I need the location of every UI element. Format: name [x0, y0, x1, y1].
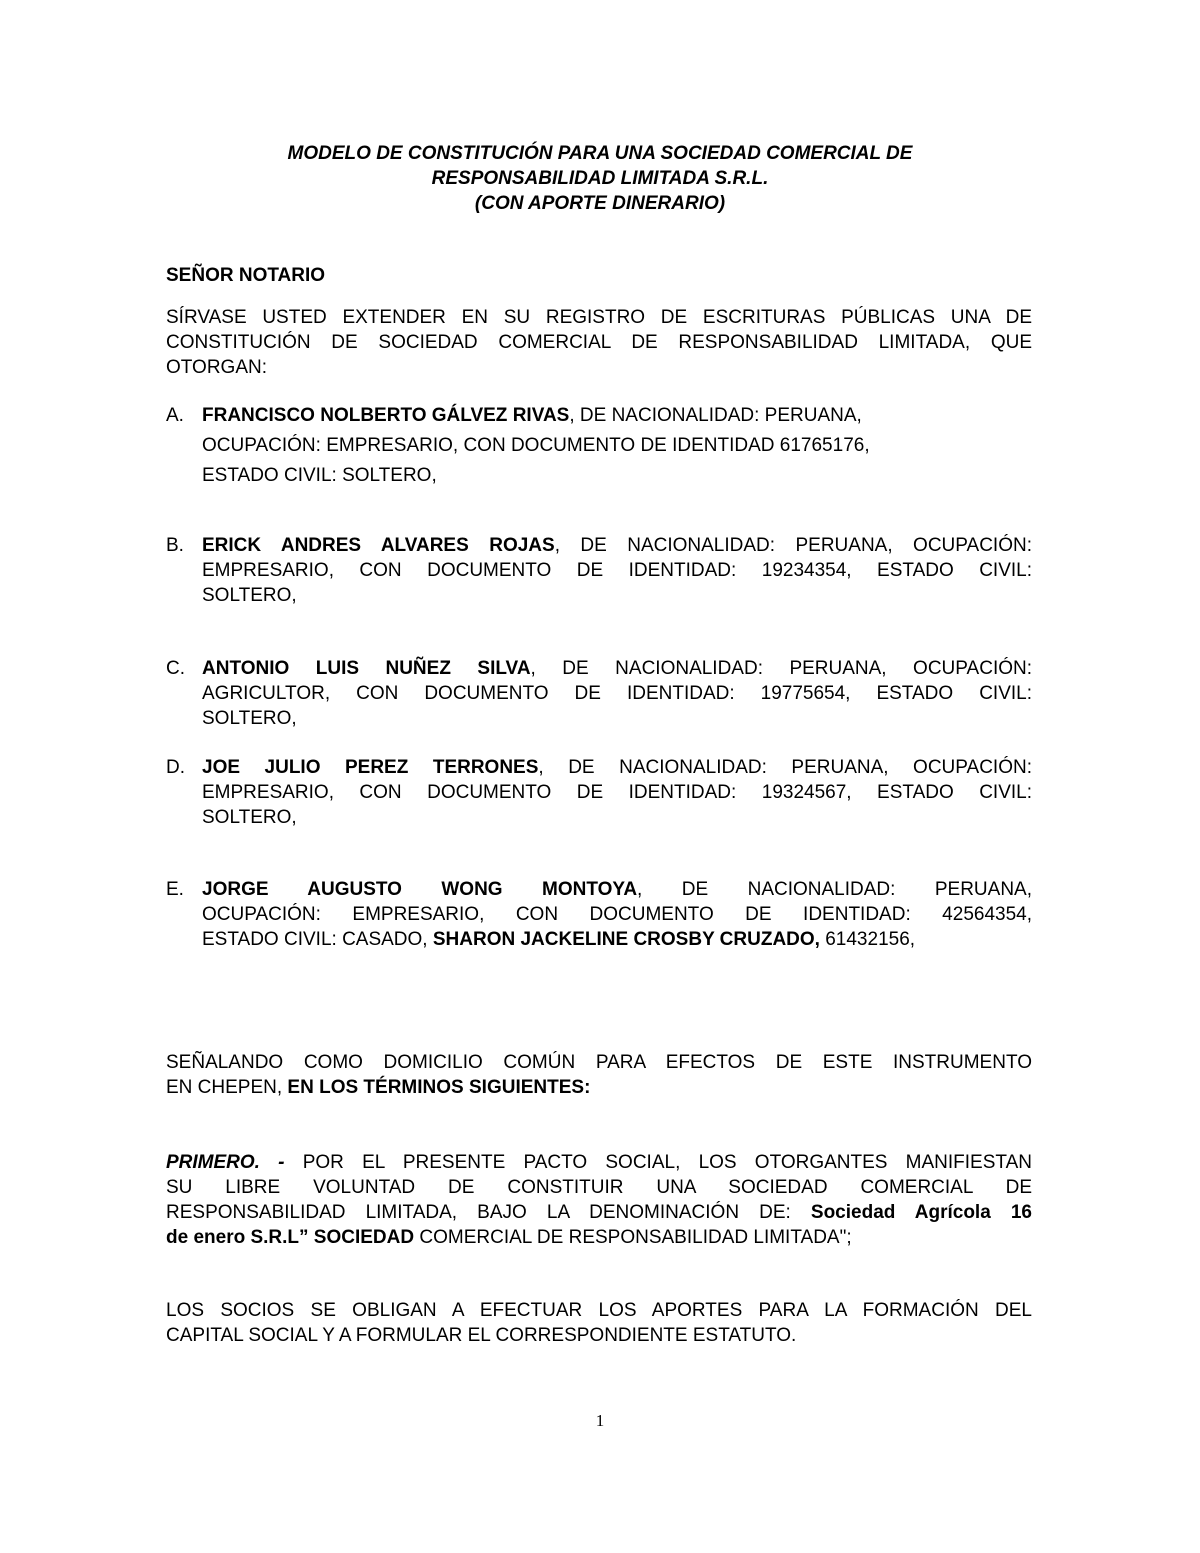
party-line-3-post: 61432156,	[819, 929, 916, 950]
party-e	[166, 877, 1032, 952]
party-letter: D.	[166, 757, 185, 778]
party-line-1: , DE NACIONALIDAD: PERUANA,	[569, 405, 862, 426]
domicile-line-2-pre: EN CHEPEN,	[166, 1077, 288, 1098]
party-line-1: , DE NACIONALIDAD: PERUANA,	[637, 879, 1032, 900]
party-letter: E.	[166, 879, 184, 900]
party-line-3: SOLTERO,	[202, 585, 297, 606]
salutation: SEÑOR NOTARIO	[166, 265, 326, 286]
primero-line-3-pre: RESPONSABILIDAD LIMITADA, BAJO LA DENOMINACIÓN DE:	[166, 1202, 811, 1223]
party-line-1: , DE NACIONALIDAD: PERUANA, OCUPACIÓN:	[538, 757, 1032, 778]
company-name-part-1: Sociedad Agrícola 16	[810, 1202, 1032, 1223]
party-letter: B.	[166, 535, 184, 556]
party-line-3: ESTADO CIVIL: SOLTERO,	[202, 465, 437, 486]
party-d	[166, 755, 1032, 830]
primero-label: PRIMERO. -	[166, 1152, 285, 1173]
primero-line-4-post: COMERCIAL DE RESPONSABILIDAD LIMITADA";	[414, 1227, 852, 1248]
party-line-1: , DE NACIONALIDAD: PERUANA, OCUPACIÓN:	[554, 535, 1032, 556]
party-letter: A.	[166, 405, 184, 426]
party-letter: C.	[166, 658, 185, 679]
title-line-2: RESPONSABILIDAD LIMITADA S.R.L.	[431, 168, 769, 189]
company-name-part-2: de enero S.R.L” SOCIEDAD	[166, 1227, 415, 1248]
intro-line-3: OTORGAN:	[166, 357, 267, 378]
party-line-2: AGRICULTOR, CON DOCUMENTO DE IDENTIDAD: 19775654, ESTADO CIVIL:	[202, 683, 1032, 704]
obligation-line-1: LOS SOCIOS SE OBLIGAN A EFECTUAR LOS APORTES PARA LA FORMACIÓN DEL	[166, 1300, 1032, 1321]
primero-line-1: POR EL PRESENTE PACTO SOCIAL, LOS OTORGANTES MANIFIESTAN	[284, 1152, 1032, 1173]
intro-line-1: SÍRVASE USTED EXTENDER EN SU REGISTRO DE ESCRITURAS PÚBLICAS UNA DE	[166, 307, 1032, 328]
title-line-3: (CON APORTE DINERARIO)	[474, 193, 726, 214]
obligation-paragraph	[166, 1298, 1032, 1348]
page-number: 1	[595, 1411, 605, 1430]
party-c	[166, 656, 1032, 731]
party-line-3: SOLTERO,	[202, 708, 297, 729]
domicile-line-1: SEÑALANDO COMO DOMICILIO COMÚN PARA EFECTOS DE ESTE INSTRUMENTO	[166, 1052, 1032, 1073]
obligation-line-2: CAPITAL SOCIAL Y A FORMULAR EL CORRESPONDIENTE ESTATUTO.	[166, 1325, 797, 1346]
party-line-3-pre: ESTADO CIVIL: CASADO,	[202, 929, 433, 950]
party-a	[166, 403, 1032, 488]
primero-line-2: SU LIBRE VOLUNTAD DE CONSTITUIR UNA SOCIEDAD COMERCIAL DE	[166, 1177, 1032, 1198]
party-line-2: OCUPACIÓN: EMPRESARIO, CON DOCUMENTO DE IDENTIDAD: 42564354,	[202, 904, 1032, 925]
domicile-terms-heading: EN LOS TÉRMINOS SIGUIENTES:	[287, 1077, 591, 1098]
party-name: JOE JULIO PEREZ TERRONES	[202, 757, 539, 778]
document-title	[166, 141, 1034, 216]
party-line-2: OCUPACIÓN: EMPRESARIO, CON DOCUMENTO DE IDENTIDAD 61765176,	[202, 435, 870, 456]
title-line-1: MODELO DE CONSTITUCIÓN PARA UNA SOCIEDAD COMERCIAL DE	[287, 143, 913, 164]
intro-line-2: CONSTITUCIÓN DE SOCIEDAD COMERCIAL DE RESPONSABILIDAD LIMITADA, QUE	[166, 332, 1032, 353]
spouse-name: SHARON JACKELINE CROSBY CRUZADO,	[432, 929, 820, 950]
party-b	[166, 533, 1032, 608]
domicile-paragraph	[166, 1050, 1032, 1100]
party-line-1: , DE NACIONALIDAD: PERUANA, OCUPACIÓN:	[530, 658, 1032, 679]
party-line-2: EMPRESARIO, CON DOCUMENTO DE IDENTIDAD: 19234354, ESTADO CIVIL:	[202, 560, 1032, 581]
party-name: FRANCISCO NOLBERTO GÁLVEZ RIVAS	[202, 405, 570, 426]
party-name: ANTONIO LUIS NUÑEZ SILVA	[202, 658, 531, 679]
party-name: JORGE AUGUSTO WONG MONTOYA	[202, 879, 638, 900]
intro-paragraph	[166, 305, 1032, 380]
party-line-3: SOLTERO,	[202, 807, 297, 828]
party-line-2: EMPRESARIO, CON DOCUMENTO DE IDENTIDAD: 19324567, ESTADO CIVIL:	[202, 782, 1032, 803]
party-name: ERICK ANDRES ALVARES ROJAS	[202, 535, 555, 556]
primero-clause	[166, 1150, 1032, 1250]
